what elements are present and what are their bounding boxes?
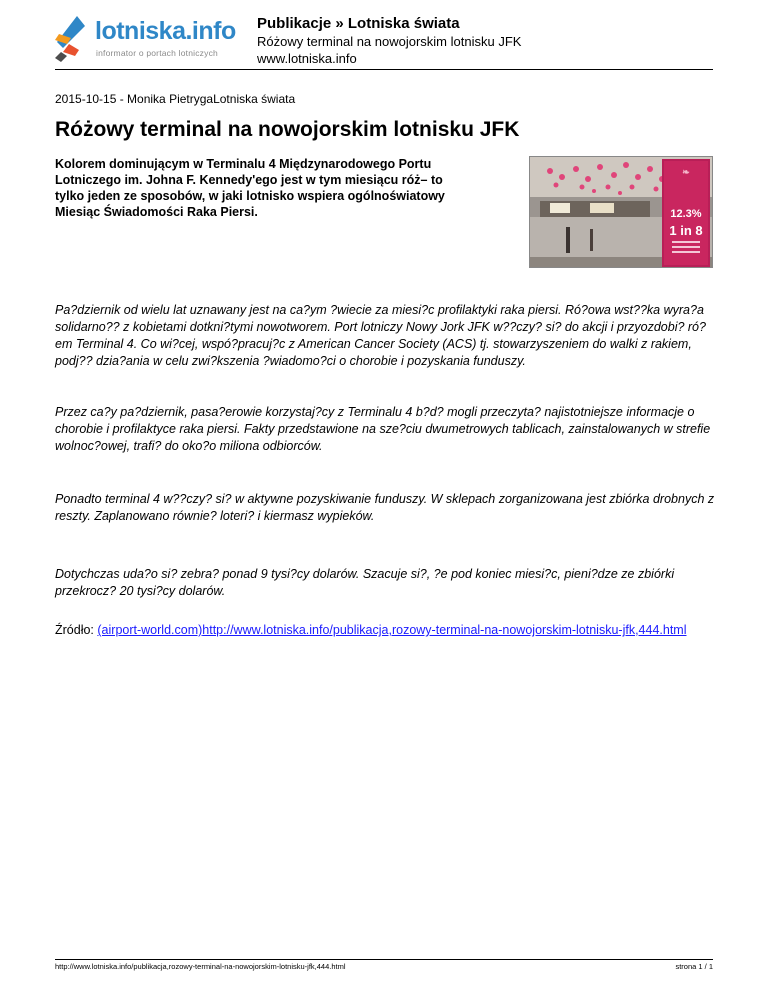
logo-tagline: informator o portach lotniczych (96, 48, 218, 58)
header-subtitle: Różowy terminal na nowojorskim lotnisku JFK (257, 34, 522, 49)
photo-banner-ratio: 1 in 8 (669, 223, 703, 238)
article-lead: Kolorem dominującym w Terminalu 4 Międzynarodowego Portu Lotniczego im. Johna F. Kennedy'ego jest w tym miesiącu róż– to tylko jeden ze sposobów, w jaki lotnisko wspiera ogólnoświatowy Miesiąc Świadomości Raka Piersi. (55, 157, 445, 219)
plane-logo-icon (55, 16, 91, 62)
footer-page-number: strona 1 / 1 (675, 962, 713, 971)
svg-text:❧: ❧ (682, 167, 690, 177)
source-label: Źródło: (55, 623, 98, 637)
article-paragraph: Pa?dziernik od wielu lat uznawany jest na ca?ym ?wiecie za miesi?c profilaktyki raka piersi. Ró?owa wst??ka wyra?a solidarno?? z kobietami dotkni?tymi nowotworem. Port lotniczy Nowy Jork JFK w??czy? si? do akcji i przyozdobi? ró?em Terminal 4. Co wi?cej, wspó?pracuj?c z American Cancer Society (ACS) tj. stowarzyszeniem do walki z rakiem, podj?? dzia?ania w celu zwi?kszenia ?wiadomo?ci o chorobie i pozyskania funduszy. (55, 303, 706, 368)
article-title: Różowy terminal na nowojorskim lotnisku JFK (55, 118, 520, 141)
article-paragraph: Dotychczas uda?o si? zebra? ponad 9 tysi?cy dolarów. Szacuje si?, ?e pod koniec miesi?c, pieni?dze ze zbiórki przekrocz? 20 tysi?cy dolarów. (55, 567, 675, 598)
site-logo[interactable] (55, 14, 245, 66)
page-header (55, 10, 713, 68)
breadcrumb: Publikacje » Lotniska świata (257, 15, 460, 32)
article-source (55, 623, 687, 637)
footer-divider (55, 959, 713, 960)
footer-url: http://www.lotniska.info/publikacja,rozowy-terminal-na-nowojorskim-lotnisku-jfk,444.html (55, 962, 346, 971)
header-divider (55, 69, 713, 70)
source-link-lotniska[interactable]: http://www.lotniska.info/publikacja,rozowy-terminal-na-nowojorskim-lotnisku-jfk,444.html (202, 623, 687, 637)
source-link-airport-world[interactable]: (airport-world.com) (97, 623, 203, 637)
article-paragraph: Przez ca?y pa?dziernik, pasa?erowie korzystaj?cy z Terminalu 4 b?d? mogli przeczyta? najistotniejsze informacje o chorobie i profilaktyce raka piersi. Fakty przedstawione na sze?ciu dwumetrowych tablicach, zainstalowanych w strefie wolnoc?owej, trafi? do oko?o miliona odbiorców. (55, 405, 711, 453)
photo-banner-percent: 12.3% (670, 208, 702, 220)
logo-name: lotniska.info (95, 17, 236, 45)
article-photo (529, 156, 713, 268)
header-site: www.lotniska.info (257, 51, 357, 66)
article-paragraph: Ponadto terminal 4 w??czy? si? w aktywne pozyskiwanie funduszy. W sklepach zorganizowana jest zbiórka drobnych z reszty. Zaplanowano równie? loteri? i kiermasz wypieków. (55, 492, 715, 523)
article-meta: 2015-10-15 - Monika PietrygaLotniska świata (55, 92, 296, 106)
header-text (257, 15, 521, 67)
